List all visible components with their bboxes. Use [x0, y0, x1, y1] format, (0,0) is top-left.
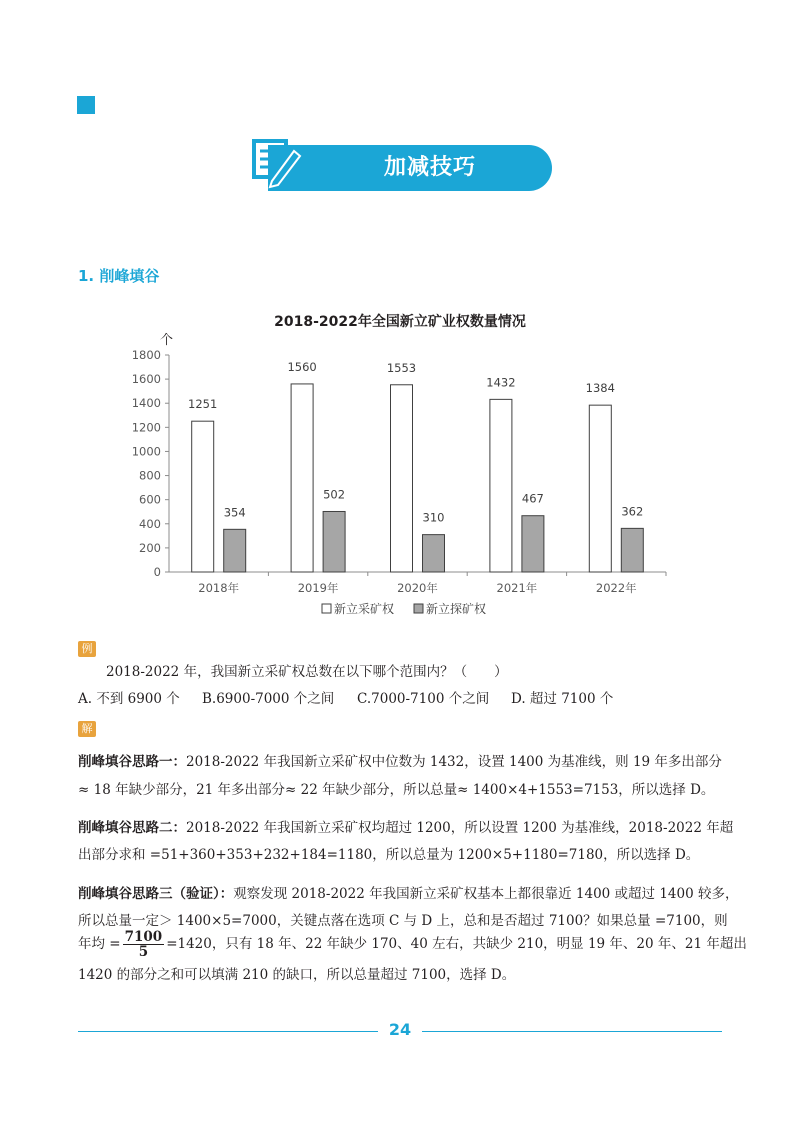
x-tick-label: 2018年 — [198, 581, 240, 595]
solution-tag: 解 — [78, 721, 96, 737]
data-label: 310 — [422, 510, 445, 525]
data-label: 1251 — [188, 397, 218, 412]
solution-p1-line2: ≈ 18 年缺少部分，21 年多出部分≈ 22 年缺少部分，所以总量≈ 1400×4+1553=7153，所以选择 D。 — [78, 782, 715, 798]
legend-label-mining: 新立采矿权 — [334, 602, 395, 616]
example-tag: 例 — [78, 641, 96, 657]
data-label: 467 — [521, 491, 544, 506]
fraction — [123, 930, 165, 959]
data-label: 1560 — [287, 359, 317, 374]
chart-title: 2018-2022年全国新立矿业权数量情况 — [274, 314, 526, 330]
pencil-note-icon — [248, 133, 306, 191]
x-tick-label: 2021年 — [496, 581, 538, 595]
solution-p2-label: 削峰填谷思路二： — [78, 820, 186, 836]
solution-p3-line1 — [78, 882, 738, 902]
bar-mining — [391, 385, 413, 572]
solution-p3-text1: 观察发现 2018-2022 年我国新立采矿权基本上都很靠近 1400 或超过 1400 较多， — [233, 886, 739, 902]
option-d: D. 超过 7100 个 — [511, 691, 614, 707]
section-heading: 1. 削峰填谷 — [78, 267, 160, 285]
x-tick-label: 2022年 — [595, 581, 637, 595]
solution-p3-line2: 所以总量一定＞ 1400×5=7000，关键点落在选项 C 与 D 上，总和是否超过 7100？如果总量 =7100，则 — [78, 913, 728, 929]
x-tick-label: 2020年 — [397, 581, 438, 595]
bar-mining — [192, 421, 214, 572]
solution-p3-label: 削峰填谷思路三（验证）： — [78, 886, 234, 902]
legend-label-exploration: 新立探矿权 — [426, 602, 487, 616]
solution-p3-post: =1420，只有 18 年、22 年缺少 170、40 左右，共缺少 210，明显 19 年、20 年、21 年超出 — [166, 936, 747, 952]
chart-svg — [100, 300, 700, 630]
legend-swatch-exploration — [414, 604, 423, 613]
y-tick-label: 1400 — [131, 396, 161, 411]
data-label: 362 — [621, 504, 644, 519]
y-axis-unit: 个 — [160, 333, 174, 348]
solution-p2-line2: 出部分求和 =51+360+353+232+184=1180，所以总量为 1200×5+1180=7180，所以选择 D。 — [78, 847, 700, 863]
data-label: 354 — [223, 505, 246, 520]
bar-mining — [490, 399, 512, 572]
option-b: B.6900-7000 个之间 — [202, 691, 335, 707]
y-tick-label: 1800 — [131, 348, 161, 362]
bar-exploration — [323, 511, 345, 572]
y-tick-label: 200 — [139, 540, 161, 555]
bar-exploration — [224, 529, 246, 572]
data-label: 502 — [323, 487, 346, 502]
bar-mining — [589, 405, 611, 572]
section-banner — [248, 145, 552, 191]
option-c: C.7000-7100 个之间 — [357, 691, 490, 707]
solution-p2-text1: 2018-2022 年我国新立采矿权均超过 1200，所以设置 1200 为基准线，2018-2022 年超 — [186, 820, 734, 836]
y-tick-label: 600 — [139, 492, 161, 507]
solution-p1-line1 — [78, 750, 722, 770]
solution-p3-pre: 年均 = — [78, 936, 121, 952]
y-tick-label: 800 — [139, 468, 161, 483]
footer-rule-right — [422, 1031, 722, 1032]
solution-p1-text1: 2018-2022 年我国新立采矿权中位数为 1432，设置 1400 为基准线，则 19 年多出部分 — [186, 754, 722, 770]
x-tick-label: 2019年 — [297, 581, 339, 595]
option-a: A. 不到 6900 个 — [78, 691, 180, 707]
solution-p1-label: 削峰填谷思路一： — [78, 754, 186, 770]
corner-square — [77, 96, 95, 114]
solution-p2-line1 — [78, 816, 733, 836]
legend-swatch-mining — [322, 604, 331, 613]
solution-p3-line3 — [78, 930, 747, 959]
page-number: 24 — [388, 1020, 412, 1039]
data-label: 1432 — [486, 375, 516, 390]
data-label: 1384 — [585, 381, 615, 396]
fraction-denominator: 5 — [138, 944, 149, 960]
footer-rule-left — [78, 1031, 378, 1032]
y-tick-label: 1200 — [131, 420, 161, 435]
y-tick-label: 0 — [153, 565, 161, 579]
y-tick-label: 400 — [139, 516, 161, 531]
fraction-numerator: 7100 — [124, 929, 163, 945]
bar-exploration — [621, 528, 643, 572]
example-question: 2018-2022 年，我国新立采矿权总数在以下哪个范围内？（ ） — [106, 664, 508, 680]
bar-exploration — [423, 535, 445, 572]
solution-p3-line4: 1420 的部分之和可以填满 210 的缺口，所以总量超过 7100，选择 D。 — [78, 967, 516, 983]
bar-mining — [291, 384, 313, 572]
data-label: 1553 — [386, 360, 417, 375]
y-tick-label: 1600 — [131, 372, 161, 387]
bar-exploration — [522, 516, 544, 572]
bar-chart — [100, 300, 700, 630]
banner-title: 加减技巧 — [383, 155, 476, 180]
y-tick-label: 1000 — [131, 444, 161, 459]
